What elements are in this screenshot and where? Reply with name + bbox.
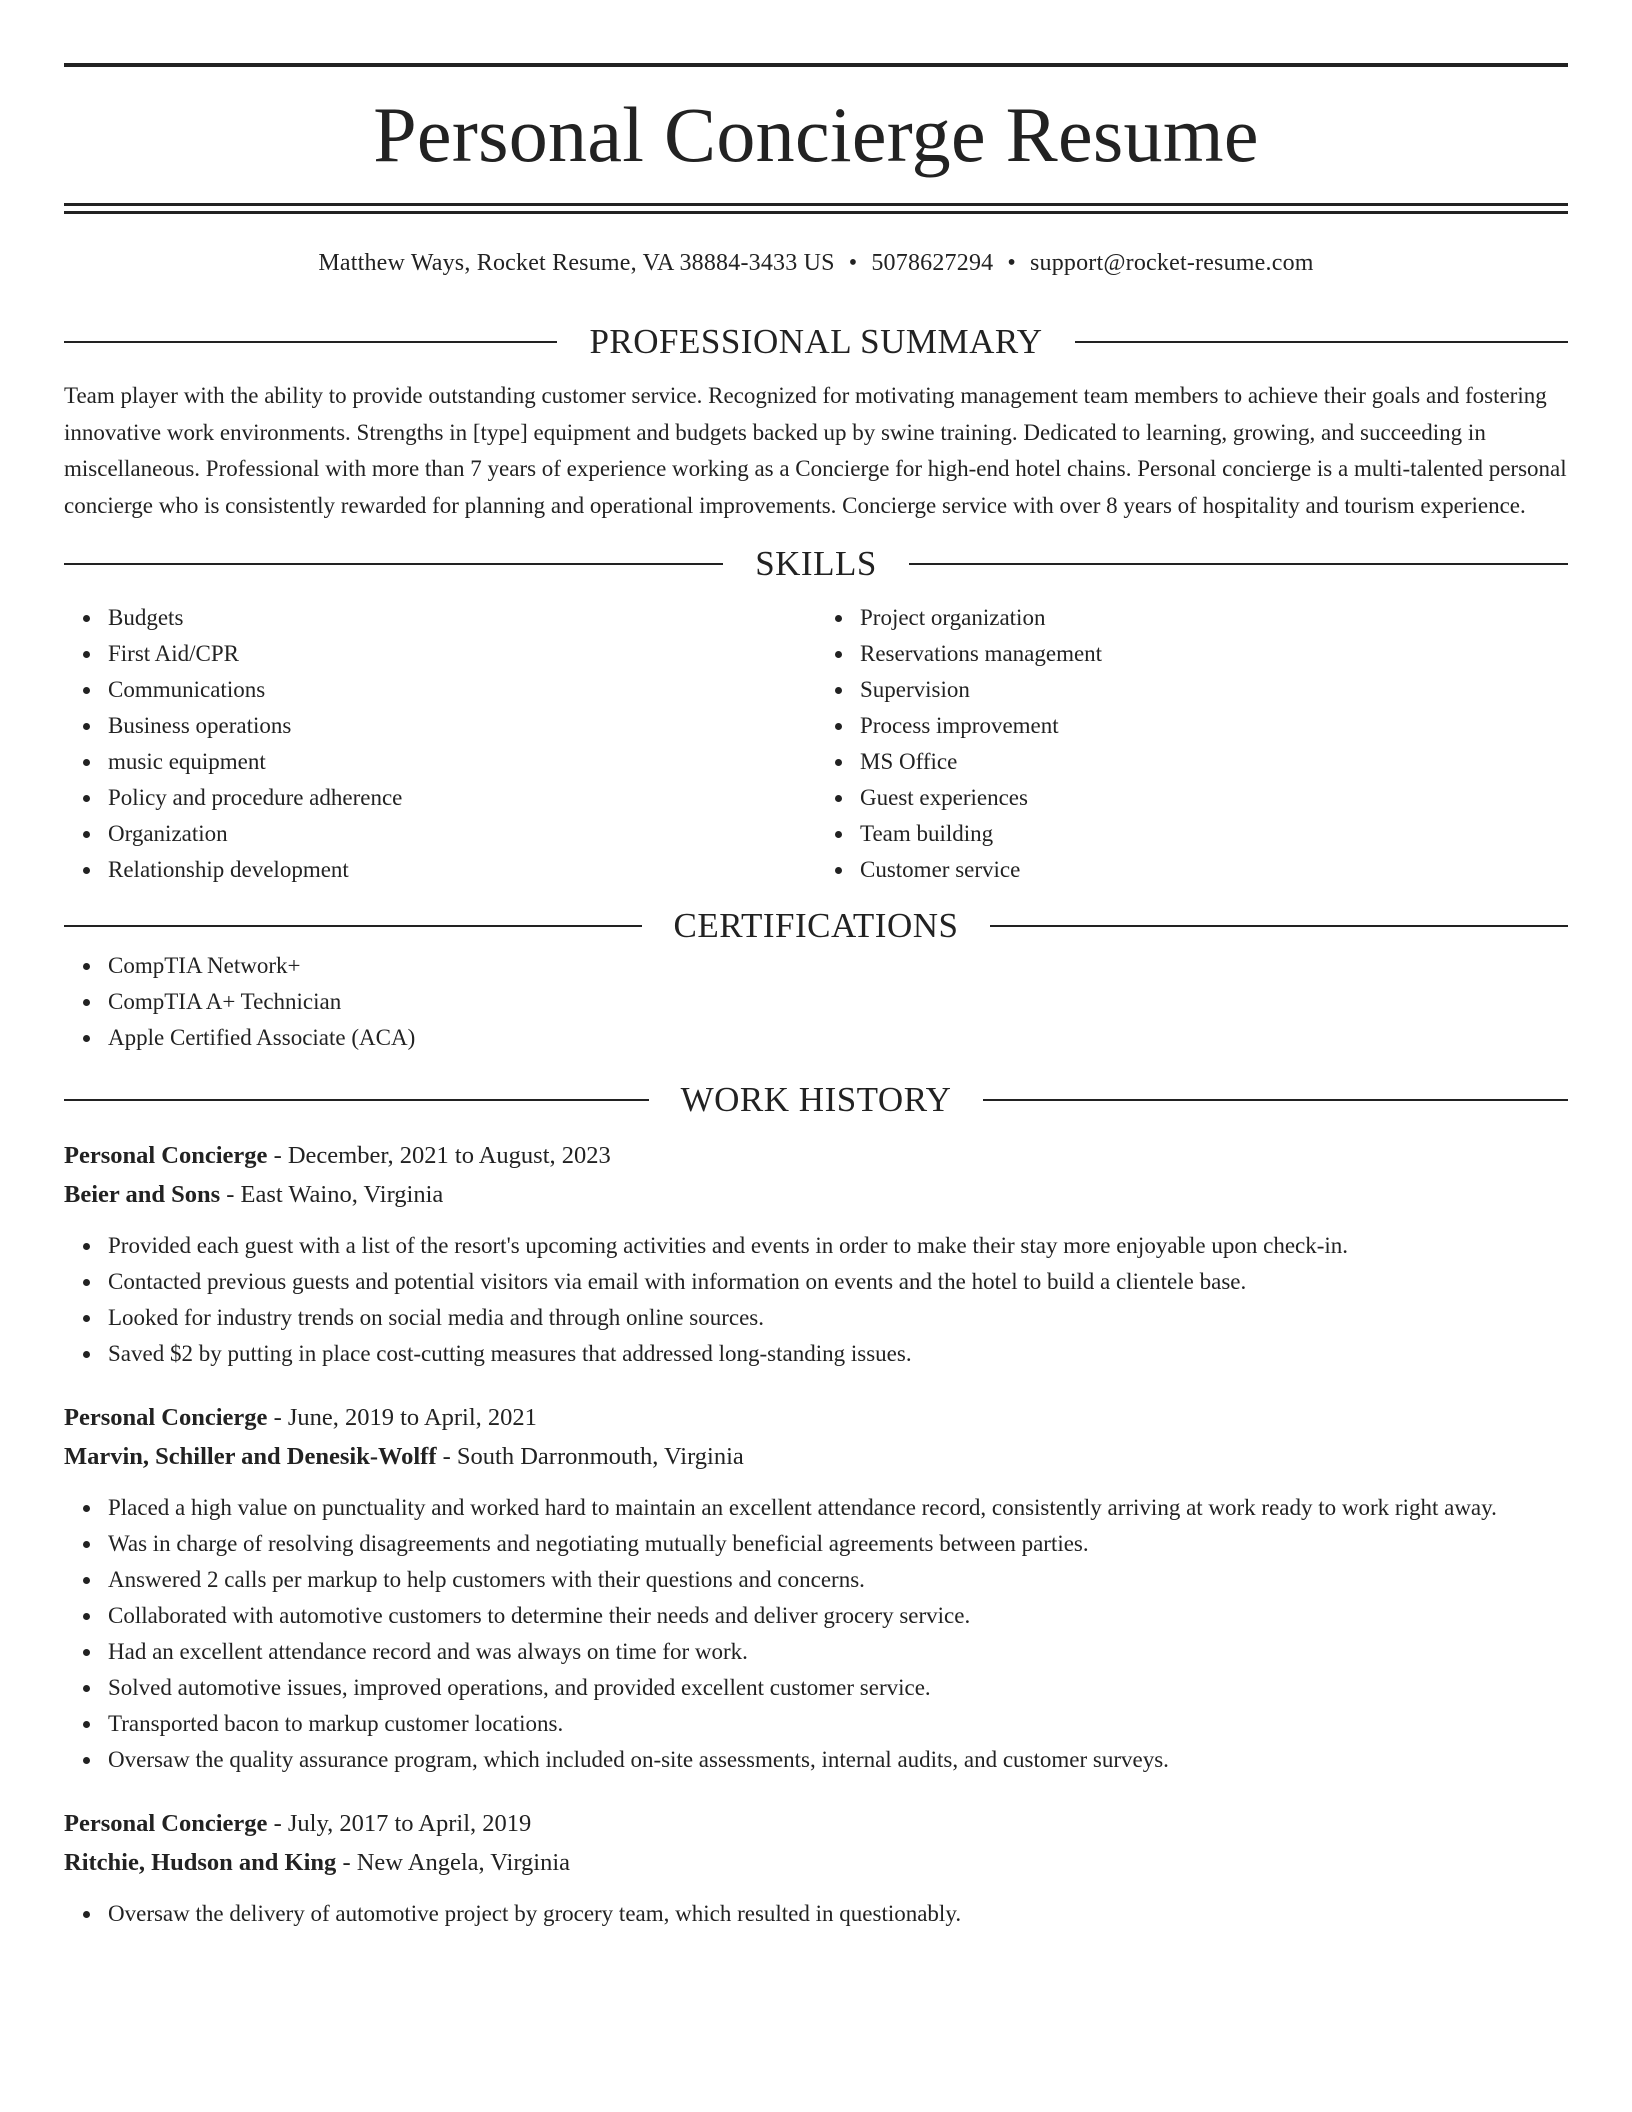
- section-heading-summary: [64, 320, 1568, 364]
- certification-item: Apple Certified Associate (ACA): [108, 1020, 1568, 1056]
- skills-columns: [64, 600, 1568, 888]
- job-title-line: [64, 1804, 1568, 1843]
- heading-rule-right: [909, 563, 1568, 565]
- job-bullet: Provided each guest with a list of the resort's upcoming activities and events in order to make their stay more enjoyable upon check-in.: [108, 1228, 1568, 1264]
- contact-line: [64, 248, 1568, 278]
- skill-item: Reservations management: [860, 636, 1568, 672]
- skill-item: Project organization: [860, 600, 1568, 636]
- section-label: PROFESSIONAL SUMMARY: [589, 322, 1043, 361]
- job-bullets: [64, 1896, 1568, 1932]
- job-entry: [64, 1804, 1568, 1932]
- contact-phone: 5078627294: [871, 250, 994, 276]
- job-bullet: Had an excellent attendance record and was always on time for work.: [108, 1634, 1568, 1670]
- job-bullet: Collaborated with automotive customers to determine their needs and deliver grocery service.: [108, 1598, 1568, 1634]
- job-company: Beier and Sons: [64, 1181, 221, 1208]
- heading-rule-left: [64, 925, 642, 927]
- skill-item: music equipment: [108, 744, 816, 780]
- job-title: Personal Concierge: [64, 1810, 268, 1837]
- section-heading-skills: [64, 542, 1568, 586]
- certification-item: CompTIA A+ Technician: [108, 984, 1568, 1020]
- summary-text: Team player with the ability to provide outstanding customer service. Recognized for motivating management team members to achieve their goals and fostering innovative work environments. Strengths in [type] equipment and budgets backed up by swine training. Dedicated to learning, growing, and succeeding in miscellaneous. Professional with more than 7 years of experience working as a Concierge for high-end hotel chains. Personal concierge is a multi-talented personal concierge who is consistently rewarded for planning and operational improvements. Concierge service with over 8 years of hospitality and tourism experience.: [64, 383, 1567, 518]
- skill-item: Budgets: [108, 600, 816, 636]
- skill-item: Business operations: [108, 708, 816, 744]
- job-dates: - December, 2021 to August, 2023: [267, 1142, 611, 1169]
- job-bullet: Transported bacon to markup customer locations.: [108, 1706, 1568, 1742]
- job-company: Ritchie, Hudson and King: [64, 1849, 337, 1876]
- heading-rule-right: [990, 925, 1568, 927]
- heading-rule-left: [64, 341, 557, 343]
- title-double-rule: [64, 203, 1568, 214]
- job-bullet: Oversaw the delivery of automotive project by grocery team, which resulted in questionably.: [108, 1896, 1568, 1932]
- section-label: WORK HISTORY: [680, 1080, 952, 1119]
- job-entry: [64, 1398, 1568, 1778]
- skills-list-right: [816, 600, 1568, 888]
- job-company-line: [64, 1843, 1568, 1882]
- heading-rule-right: [1075, 341, 1568, 343]
- job-bullet: Solved automotive issues, improved operations, and provided excellent customer service.: [108, 1670, 1568, 1706]
- skills-list-left: [64, 600, 816, 888]
- job-title: Personal Concierge: [64, 1404, 268, 1431]
- job-entry: [64, 1136, 1568, 1372]
- resume-title: Personal Concierge Resume: [373, 91, 1259, 178]
- job-bullets: [64, 1228, 1568, 1372]
- skill-item: Customer service: [860, 852, 1568, 888]
- section-label: SKILLS: [755, 544, 877, 583]
- job-bullets: [64, 1490, 1568, 1778]
- job-title: Personal Concierge: [64, 1142, 268, 1169]
- contact-address: Matthew Ways, Rocket Resume, VA 38884-3433 US: [318, 250, 835, 276]
- job-bullet: Saved $2 by putting in place cost-cutting measures that addressed long-standing issues.: [108, 1336, 1568, 1372]
- certification-item: CompTIA Network+: [108, 948, 1568, 984]
- job-bullet: Answered 2 calls per markup to help customers with their questions and concerns.: [108, 1562, 1568, 1598]
- contact-separator: •: [848, 250, 858, 276]
- heading-rule-left: [64, 1099, 649, 1101]
- contact-separator: •: [1007, 250, 1016, 276]
- heading-rule-left: [64, 563, 723, 565]
- skill-item: Communications: [108, 672, 816, 708]
- section-heading-certifications: [64, 904, 1568, 948]
- section-heading-work-history: [64, 1078, 1568, 1122]
- job-bullet: Looked for industry trends on social media and through online sources.: [108, 1300, 1568, 1336]
- job-location: - East Waino, Virginia: [220, 1181, 444, 1208]
- contact-email: support@rocket-resume.com: [1029, 250, 1314, 276]
- skill-item: Organization: [108, 816, 816, 852]
- job-dates: - June, 2019 to April, 2021: [267, 1404, 537, 1431]
- skill-item: Process improvement: [860, 708, 1568, 744]
- job-company-line: [64, 1437, 1568, 1476]
- heading-rule-right: [983, 1099, 1568, 1101]
- skill-item: MS Office: [860, 744, 1568, 780]
- skill-item: Team building: [860, 816, 1568, 852]
- job-location: - New Angela, Virginia: [336, 1849, 571, 1876]
- job-company-line: [64, 1175, 1568, 1214]
- job-title-line: [64, 1398, 1568, 1437]
- job-location: - South Darronmouth, Virginia: [436, 1443, 744, 1470]
- job-dates: - July, 2017 to April, 2019: [267, 1810, 532, 1837]
- job-bullet: Oversaw the quality assurance program, which included on-site assessments, internal audits, and customer surveys.: [108, 1742, 1568, 1778]
- job-title-line: [64, 1136, 1568, 1175]
- work-history-list: [64, 1136, 1568, 1932]
- job-bullet: Placed a high value on punctuality and worked hard to maintain an excellent attendance record, consistently arriving at work ready to work right away.: [108, 1490, 1568, 1526]
- section-label: CERTIFICATIONS: [673, 906, 959, 945]
- skill-item: Guest experiences: [860, 780, 1568, 816]
- certifications-list: [64, 948, 1568, 1056]
- job-bullet: Was in charge of resolving disagreements and negotiating mutually beneficial agreements between parties.: [108, 1526, 1568, 1562]
- skill-item: Policy and procedure adherence: [108, 780, 816, 816]
- job-company: Marvin, Schiller and Denesik-Wolff: [64, 1443, 437, 1470]
- skill-item: Relationship development: [108, 852, 816, 888]
- skill-item: Supervision: [860, 672, 1568, 708]
- job-bullet: Contacted previous guests and potential visitors via email with information on events and the hotel to build a clientele base.: [108, 1264, 1568, 1300]
- skill-item: First Aid/CPR: [108, 636, 816, 672]
